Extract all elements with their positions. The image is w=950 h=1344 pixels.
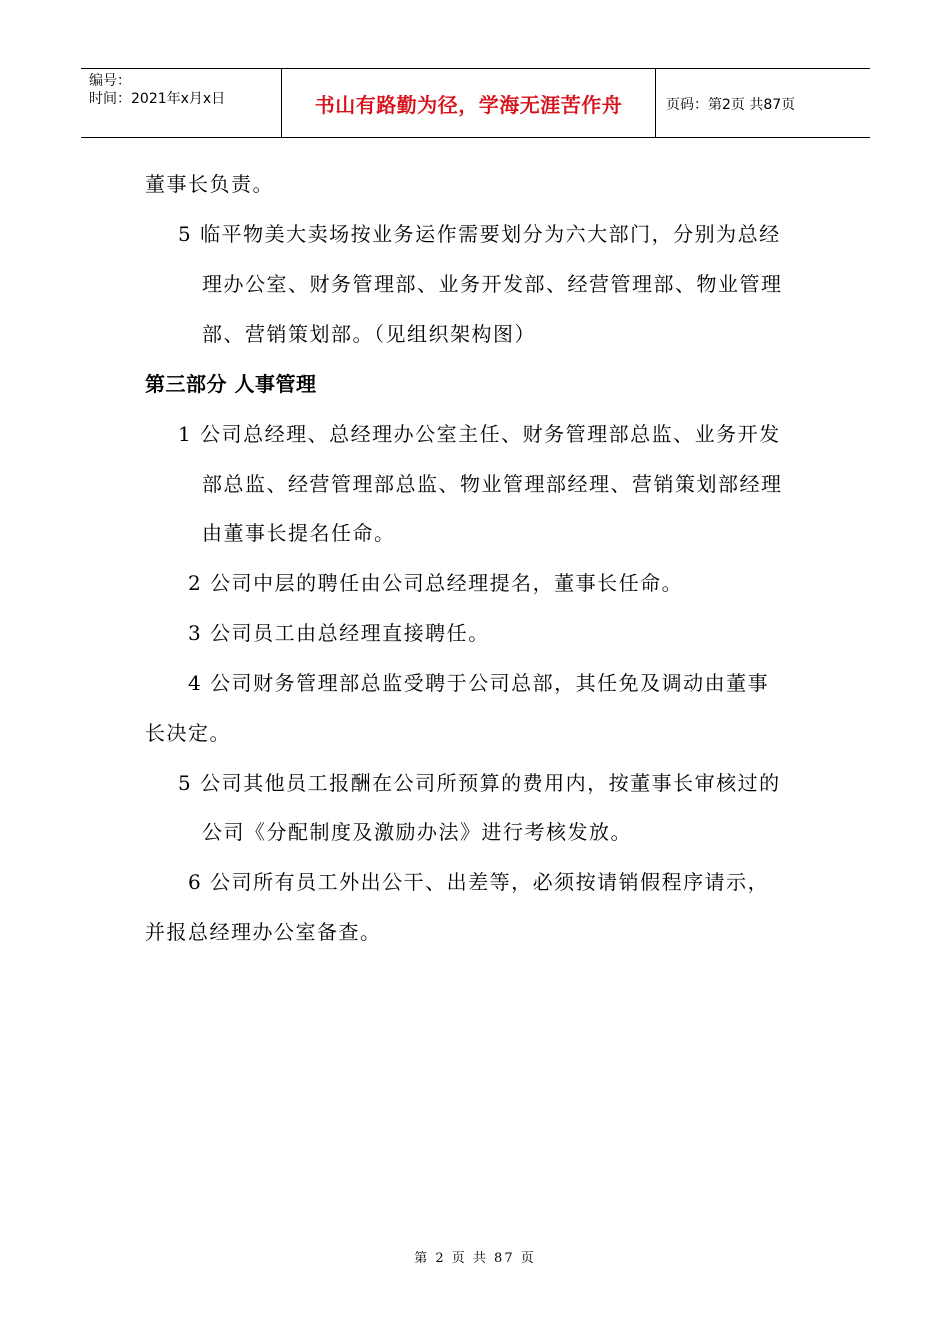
header-motto: 书山有路勤为径，学海无涯苦作舟	[282, 69, 656, 137]
text-line: 4 公司财务管理部总监受聘于公司总部，其任免及调动由董事	[188, 671, 770, 695]
text-line: 董事长负责。	[145, 172, 274, 196]
text-line: 长决定。	[145, 721, 231, 745]
text-line: 5 临平物美大卖场按业务运作需要划分为六大部门，分别为总经	[178, 222, 781, 246]
text-line: 1 公司总经理、总经理办公室主任、财务管理部总监、业务开发	[178, 422, 781, 446]
header-page-info: 页码：第2页 共87页	[666, 97, 796, 113]
page-header	[81, 68, 870, 138]
text-line: 并报总经理办公室备查。	[145, 920, 382, 944]
text-line: 由董事长提名任命。	[202, 521, 396, 545]
text-line: 部总监、经营管理部总监、物业管理部经理、营销策划部经理	[202, 472, 783, 496]
text-line: 5 公司其他员工报酬在公司所预算的费用内，按董事长审核过的	[178, 771, 781, 795]
text-line: 理办公室、财务管理部、业务开发部、经营管理部、物业管理	[202, 272, 783, 296]
text-line: 6 公司所有员工外出公干、出差等，必须按请销假程序请示，	[188, 870, 770, 894]
text-line: 3 公司员工由总经理直接聘任。	[188, 621, 490, 645]
text-line: 公司《分配制度及激励办法》进行考核发放。	[202, 820, 632, 844]
text-line: 2 公司中层的聘任由公司总经理提名，董事长任命。	[188, 571, 684, 595]
page-footer: 第 2 页 共 87 页	[414, 1251, 536, 1266]
section-heading: 第三部分 人事管理	[145, 372, 317, 396]
header-number: 编号：	[89, 73, 131, 89]
header-time: 时间：2021年x月x日	[89, 91, 226, 107]
header-meta	[81, 69, 282, 137]
text-line: 部、营销策划部。（见组织架构图）	[202, 322, 536, 346]
